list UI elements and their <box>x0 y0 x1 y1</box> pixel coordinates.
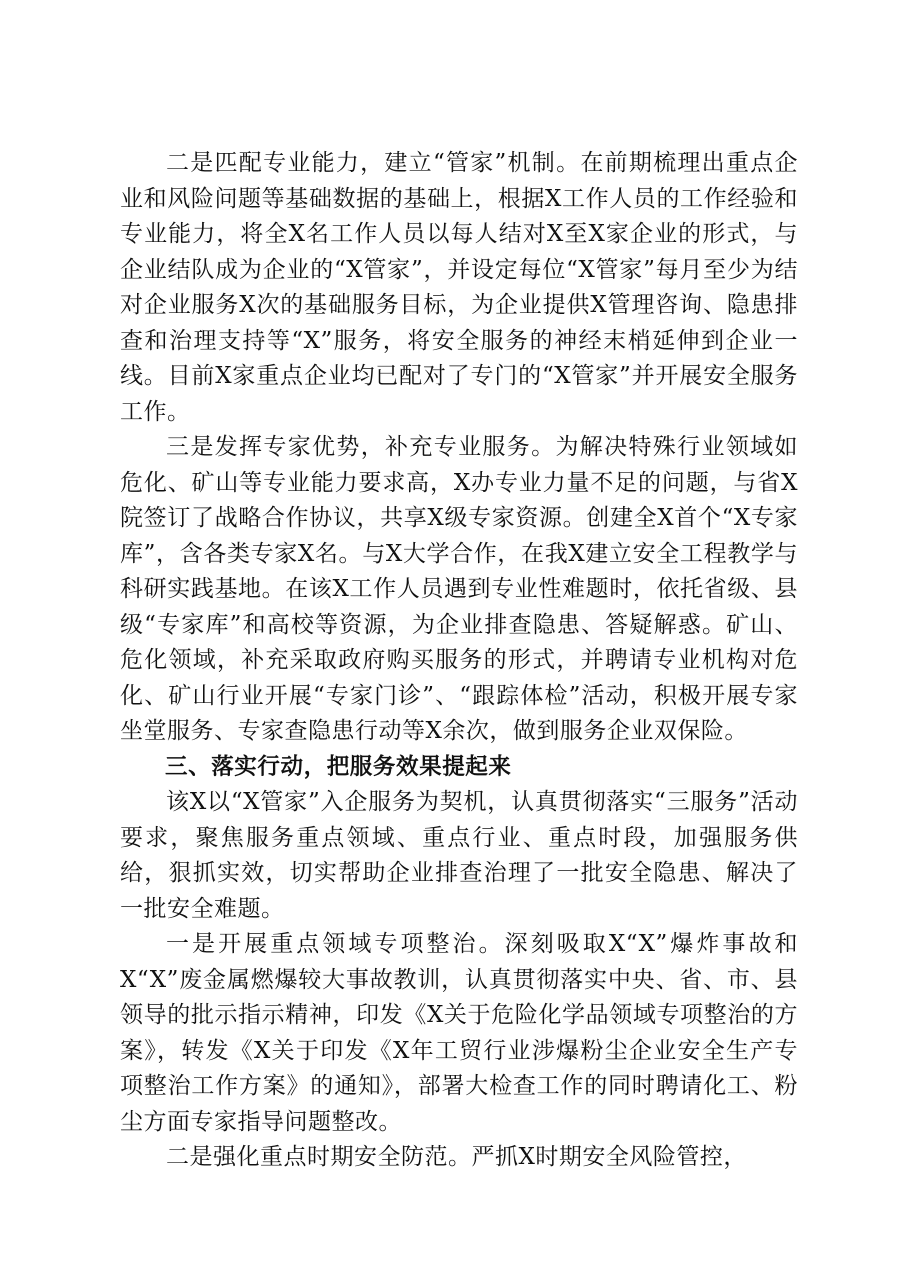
paragraph-special-rectification: 一是开展重点领域专项整治。深刻吸取X“X”爆炸事故和X“X”废金属燃爆较大事故教训，认真贯彻落实中央、省、市、县领导的批示指示精神，印发《X关于危险化学品领域专项整治的方案》，转发《X关于印发《X年工贸行业涉爆粉尘企业安全生产专项整治工作方案》的通知》，部署大检查工作的同时聘请化工、粉尘方面专家指导问题整改。 <box>120 931 798 1135</box>
paragraph-section-intro: 该X以“X管家”入企服务为契机，认真贯彻落实“三服务”活动要求，聚焦服务重点领域、重点行业、重点时段，加强服务供给，狠抓实效，切实帮助企业排查治理了一批安全隐患、解决了一批安全难题。 <box>120 789 798 922</box>
section-heading: 三、落实行动，把服务效果提起来 <box>165 753 512 780</box>
paragraph-manager-mechanism: 二是匹配专业能力，建立“管家”机制。在前期梳理出重点企业和风险问题等基础数据的基础上，根据X工作人员的工作经验和专业能力，将全X名工作人员以每人结对X至X家企业的形式，与企业结队成为企业的“X管家”，并设定每位“X管家”每月至少为结对企业服务X次的基础服务目标，为企业提供X管理咨询、隐患排查和治理支持等“X”服务，将安全服务的神经末梢延伸到企业一线。目前X家重点企业均已配对了专门的“X管家”并开展安全服务工作。 <box>120 150 798 425</box>
paragraph-expert-advantage: 三是发挥专家优势，补充专业服务。为解决特殊行业领域如危化、矿山等专业能力要求高，X办专业力量不足的问题，与省X院签订了战略合作协议，共享X级专家资源。创建全X首个“X专家库”，含各类专家X名。与X大学合作，在我X建立安全工程教学与科研实践基地。在该X工作人员遇到专业性难题时，依托省级、县级“专家库”和高校等资源，为企业排查隐患、答疑解惑。矿山、危化领域，补充采取政府购买服务的形式，并聘请专业机构对危化、矿山行业开展“专家门诊”、“跟踪体检”活动，积极开展专家坐堂服务、专家查隐患行动等X余次，做到服务企业双保险。 <box>120 434 798 744</box>
paragraph-key-period-prevention: 二是强化重点时期安全防范。严抓X时期安全风险管控， <box>166 1144 747 1170</box>
document-body <box>120 146 798 1176</box>
